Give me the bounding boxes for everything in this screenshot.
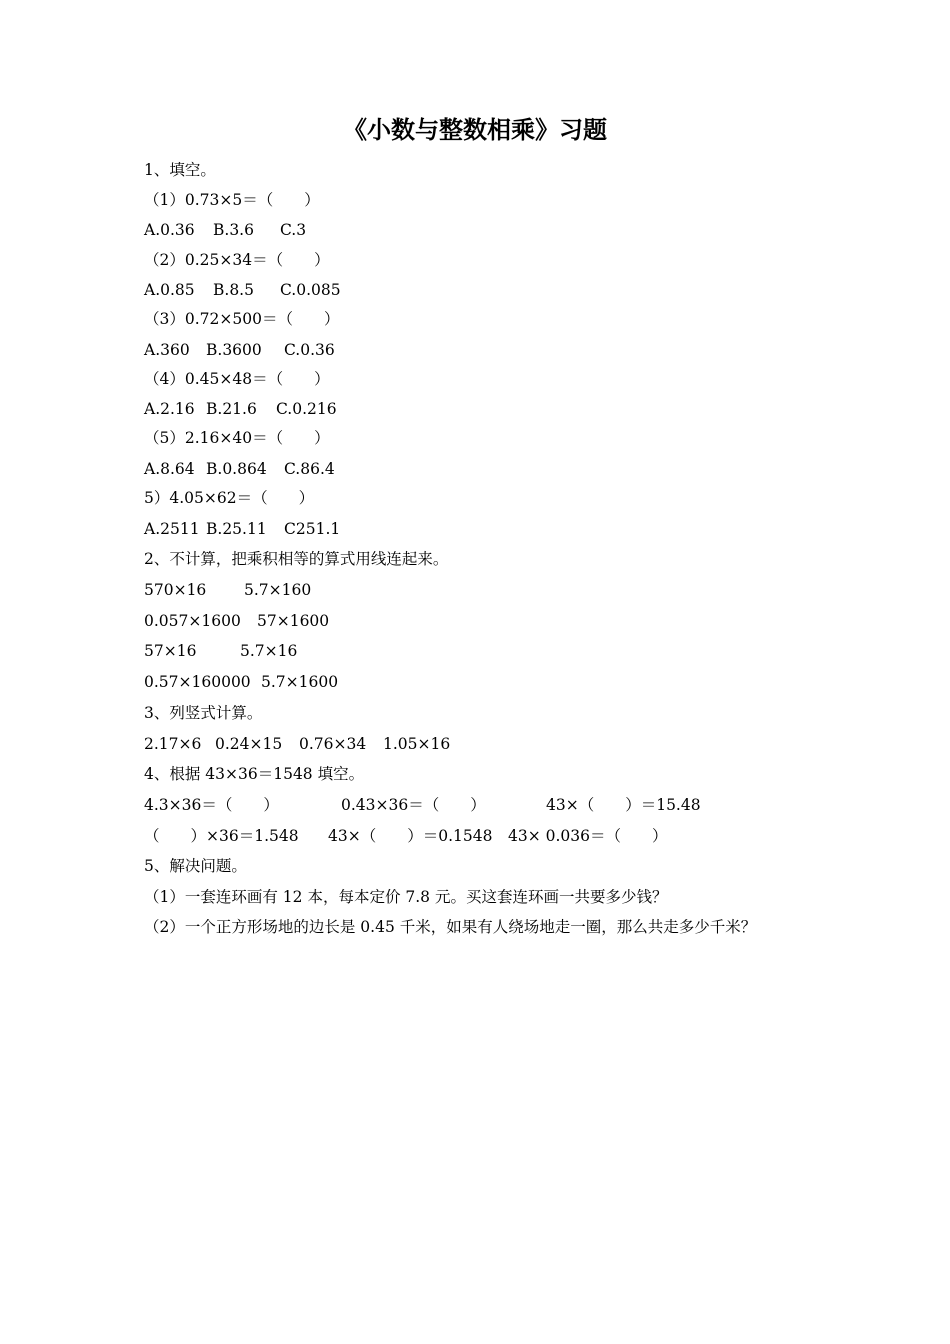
q4-row2-blank-1: （ ）×36＝1.548 [144, 827, 299, 845]
q1-item-1-option-b: B.3.6 [213, 221, 254, 239]
q1-item-1-option-a: A.0.36 [144, 221, 195, 239]
q1-item-5-stem: （5）2.16×40＝（ ） [144, 429, 330, 447]
q3-item-4: 1.05×16 [383, 735, 451, 753]
q4-row1-blank-1: 4.3×36＝（ ） [144, 796, 279, 814]
q1-item-3-option-c: C.0.36 [284, 341, 335, 359]
q4-heading: 4、根据 43×36＝1548 填空。 [144, 765, 365, 783]
q3-heading: 3、列竖式计算。 [144, 704, 263, 722]
q5-item-1: （1）一套连环画有 12 本，每本定价 7.8 元。买这套连环画一共要多少钱？ [144, 888, 668, 906]
q5-heading: 5、解决问题。 [144, 857, 247, 875]
q1-item-4-option-a: A.2.16 [144, 400, 195, 418]
page-title: 《小数与整数相乘》习题 [343, 115, 607, 144]
q3-item-1: 2.17×6 [144, 735, 202, 753]
q4-row2-blank-2: 43×（ ）＝0.1548 [328, 827, 493, 845]
q1-item-4-stem: （4）0.45×48＝（ ） [144, 370, 330, 388]
q1-item-4-option-c: C.0.216 [276, 400, 337, 418]
q2-right-expression-2: 57×1600 [257, 612, 330, 630]
q3-item-3: 0.76×34 [299, 735, 367, 753]
q1-item-5-option-a: A.8.64 [144, 460, 195, 478]
q2-right-expression-3: 5.7×16 [240, 642, 298, 660]
q1-item-2-stem: （2）0.25×34＝（ ） [144, 251, 330, 269]
q2-heading: 2、不计算，把乘积相等的算式用线连起来。 [144, 550, 449, 568]
q1-item-1-option-c: C.3 [280, 221, 307, 239]
q3-item-2: 0.24×15 [215, 735, 283, 753]
q1-item-6-option-c: C251.1 [284, 520, 341, 538]
q2-right-expression-4: 5.7×1600 [261, 673, 339, 691]
q4-row1-blank-2: 0.43×36＝（ ） [341, 796, 486, 814]
q1-item-5-option-c: C.86.4 [284, 460, 335, 478]
q1-item-3-option-b: B.3600 [206, 341, 262, 359]
q1-item-3-option-a: A.360 [144, 341, 190, 359]
q2-right-expression-1: 5.7×160 [244, 581, 312, 599]
q1-item-6-stem: 5）4.05×62＝（ ） [144, 489, 315, 507]
q1-item-2-option-a: A.0.85 [144, 281, 195, 299]
q1-item-1-stem: （1）0.73×5＝（ ） [144, 191, 320, 209]
q1-heading: 1、填空。 [144, 161, 216, 179]
q1-item-6-option-a: A.2511 [144, 520, 200, 538]
q1-item-6-option-b: B.25.11 [206, 520, 267, 538]
q2-left-expression-4: 0.57×160000 [144, 673, 251, 691]
q1-item-2-option-c: C.0.085 [280, 281, 341, 299]
q2-left-expression-3: 57×16 [144, 642, 197, 660]
q1-item-4-option-b: B.21.6 [206, 400, 257, 418]
q2-left-expression-2: 0.057×1600 [144, 612, 241, 630]
q5-item-2: （2）一个正方形场地的边长是 0.45 千米，如果有人绕场地走一圈，那么共走多少千米？ [144, 918, 757, 936]
q1-item-5-option-b: B.0.864 [206, 460, 267, 478]
q1-item-2-option-b: B.8.5 [213, 281, 254, 299]
q4-row2-blank-3: 43× 0.036＝（ ） [508, 827, 668, 845]
q4-row1-blank-3: 43×（ ）＝15.48 [546, 796, 701, 814]
q2-left-expression-1: 570×16 [144, 581, 207, 599]
q1-item-3-stem: （3）0.72×500＝（ ） [144, 310, 340, 328]
